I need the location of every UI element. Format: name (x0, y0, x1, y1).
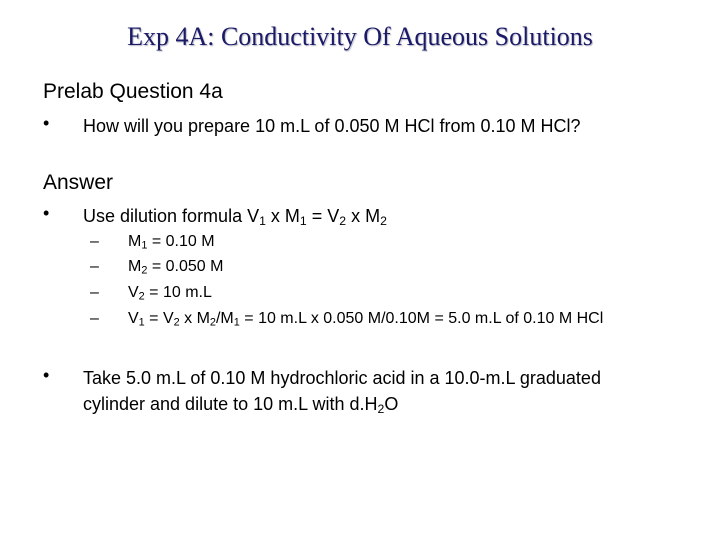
answer-heading: Answer (43, 171, 114, 194)
dash-icon: – (90, 233, 99, 250)
bullet-icon: • (43, 113, 50, 133)
prelab-question-text: How will you prepare 10 m.L of 0.050 M HCl from 0.10 M HCl? (83, 116, 581, 136)
dash-icon: – (90, 310, 99, 327)
slide-title: Exp 4A: Conductivity Of Aqueous Solutions (127, 22, 593, 51)
bullet-icon: • (43, 203, 50, 223)
step-text: $V_1 = V_2$ x $M_2/M_1 = 10$ m.L x 0.050 M/0.10M = 5.0 m.L of 0.10 M HCl (128, 310, 604, 329)
bullet-icon: • (43, 365, 50, 385)
step-text: $M_1 = 0.10$ M (128, 233, 215, 252)
step-text: $M_2 = 0.050$ M (128, 258, 224, 277)
final-instruction-text: Take 5.0 m.L of 0.10 M hydrochloric acid in a 10.0-m.L graduated cylinder and dilute to 10 m.L with $d.H_2O$ (83, 368, 601, 417)
dash-icon: – (90, 284, 99, 301)
prelab-heading: Prelab Question 4a (43, 80, 223, 103)
step-text: $V_2 = 10$ m.L (128, 284, 212, 303)
dash-icon: – (90, 258, 99, 275)
formula-text: Use dilution formula $V_1$ x $M_1 = V_2$ x $M_2$ (83, 206, 387, 229)
